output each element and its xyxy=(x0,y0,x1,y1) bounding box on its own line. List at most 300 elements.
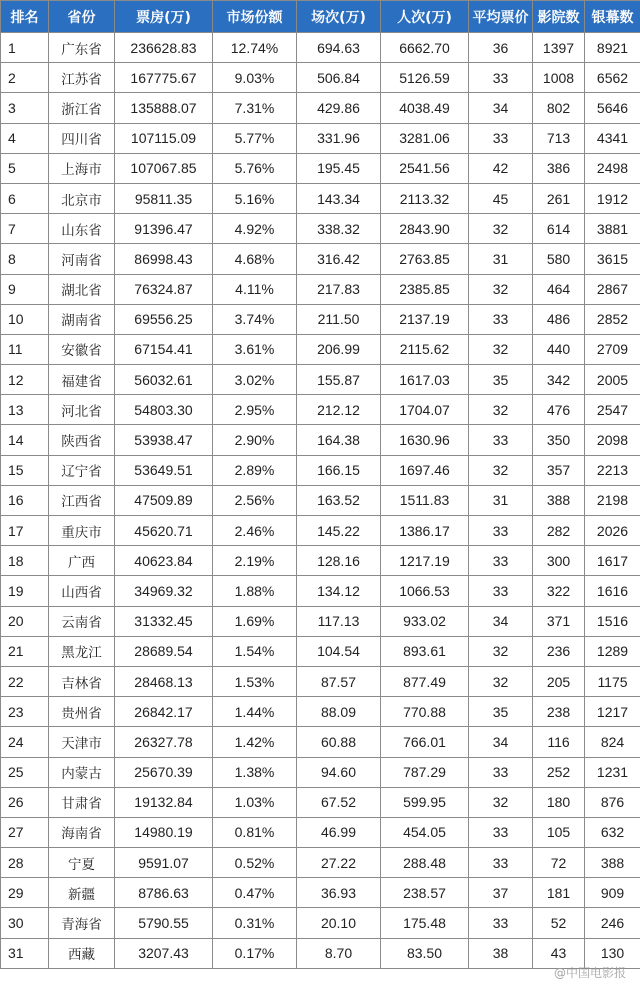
table-cell: 31 xyxy=(1,938,49,968)
table-cell: 2.89% xyxy=(213,455,297,485)
table-cell: 632 xyxy=(585,817,640,847)
table-cell: 694.63 xyxy=(297,33,381,63)
table-cell: 175.48 xyxy=(381,908,469,938)
table-cell: 40623.84 xyxy=(115,546,213,576)
table-cell: 180 xyxy=(533,787,585,817)
table-cell: 0.52% xyxy=(213,848,297,878)
table-cell: 1217 xyxy=(585,697,640,727)
table-cell: 388 xyxy=(585,848,640,878)
table-cell: 26842.17 xyxy=(115,697,213,727)
table-row xyxy=(1,183,640,213)
table-cell: 2213 xyxy=(585,455,640,485)
table-cell: 内蒙古 xyxy=(49,757,115,787)
table-cell: 31332.45 xyxy=(115,606,213,636)
table-cell: 6562 xyxy=(585,63,640,93)
table-cell: 164.38 xyxy=(297,425,381,455)
table-cell: 1217.19 xyxy=(381,546,469,576)
table-cell: 1386.17 xyxy=(381,516,469,546)
table-cell: 1630.96 xyxy=(381,425,469,455)
table-row xyxy=(1,365,640,395)
table-cell: 91396.47 xyxy=(115,214,213,244)
table-cell: 黑龙江 xyxy=(49,636,115,666)
table-cell: 28 xyxy=(1,848,49,878)
table-cell: 1.69% xyxy=(213,606,297,636)
table-cell: 2098 xyxy=(585,425,640,455)
table-row xyxy=(1,93,640,123)
table-cell: 76324.87 xyxy=(115,274,213,304)
table-cell: 69556.25 xyxy=(115,304,213,334)
table-cell: 32 xyxy=(469,274,533,304)
table-cell: 2709 xyxy=(585,334,640,364)
table-cell: 599.95 xyxy=(381,787,469,817)
table-cell: 33 xyxy=(469,304,533,334)
table-cell: 486 xyxy=(533,304,585,334)
table-cell: 5.77% xyxy=(213,123,297,153)
table-cell: 27.22 xyxy=(297,848,381,878)
column-header: 影院数 xyxy=(533,1,585,33)
table-cell: 33 xyxy=(469,63,533,93)
table-cell: 31 xyxy=(469,244,533,274)
header-row xyxy=(1,1,640,33)
table-cell: 166.15 xyxy=(297,455,381,485)
table-cell: 2867 xyxy=(585,274,640,304)
table-cell: 28689.54 xyxy=(115,636,213,666)
table-cell: 72 xyxy=(533,848,585,878)
table-cell: 西藏 xyxy=(49,938,115,968)
table-row xyxy=(1,153,640,183)
table-cell: 476 xyxy=(533,395,585,425)
table-row xyxy=(1,485,640,515)
table-row xyxy=(1,576,640,606)
table-row xyxy=(1,908,640,938)
table-cell: 33 xyxy=(469,123,533,153)
table-cell: 北京市 xyxy=(49,183,115,213)
table-cell: 211.50 xyxy=(297,304,381,334)
table-row xyxy=(1,395,640,425)
table-cell: 33 xyxy=(469,516,533,546)
table-cell: 322 xyxy=(533,576,585,606)
table-cell: 45 xyxy=(469,183,533,213)
table-cell: 1516 xyxy=(585,606,640,636)
table-cell: 33 xyxy=(469,908,533,938)
table-cell: 21 xyxy=(1,636,49,666)
table-cell: 95811.35 xyxy=(115,183,213,213)
table-cell: 32 xyxy=(469,214,533,244)
table-cell: 新疆 xyxy=(49,878,115,908)
column-header: 票房(万) xyxy=(115,1,213,33)
table-cell: 19 xyxy=(1,576,49,606)
table-cell: 2.19% xyxy=(213,546,297,576)
table-cell: 713 xyxy=(533,123,585,153)
table-cell: 25 xyxy=(1,757,49,787)
table-cell: 38 xyxy=(469,938,533,968)
table-cell: 安徽省 xyxy=(49,334,115,364)
table-cell: 16 xyxy=(1,485,49,515)
table-cell: 1.03% xyxy=(213,787,297,817)
table-cell: 454.05 xyxy=(381,817,469,847)
table-cell: 10 xyxy=(1,304,49,334)
table-cell: 云南省 xyxy=(49,606,115,636)
table-cell: 2115.62 xyxy=(381,334,469,364)
table-cell: 8.70 xyxy=(297,938,381,968)
table-cell: 上海市 xyxy=(49,153,115,183)
table-cell: 2852 xyxy=(585,304,640,334)
table-cell: 117.13 xyxy=(297,606,381,636)
table-cell: 23 xyxy=(1,697,49,727)
table-row xyxy=(1,334,640,364)
table-cell: 35 xyxy=(469,697,533,727)
table-cell: 1511.83 xyxy=(381,485,469,515)
table-cell: 1.53% xyxy=(213,666,297,696)
table-cell: 45620.71 xyxy=(115,516,213,546)
table-cell: 46.99 xyxy=(297,817,381,847)
table-cell: 1289 xyxy=(585,636,640,666)
table-cell: 河南省 xyxy=(49,244,115,274)
column-header: 平均票价 xyxy=(469,1,533,33)
table-cell: 12 xyxy=(1,365,49,395)
table-cell: 四川省 xyxy=(49,123,115,153)
table-cell: 4341 xyxy=(585,123,640,153)
table-cell: 4.11% xyxy=(213,274,297,304)
table-row xyxy=(1,787,640,817)
table-cell: 0.17% xyxy=(213,938,297,968)
table-cell: 35 xyxy=(469,365,533,395)
table-cell: 87.57 xyxy=(297,666,381,696)
table-cell: 338.32 xyxy=(297,214,381,244)
table-cell: 238.57 xyxy=(381,878,469,908)
table-cell: 1.54% xyxy=(213,636,297,666)
table-cell: 2763.85 xyxy=(381,244,469,274)
table-cell: 350 xyxy=(533,425,585,455)
table-cell: 14980.19 xyxy=(115,817,213,847)
table-cell: 山西省 xyxy=(49,576,115,606)
table-row xyxy=(1,516,640,546)
table-row xyxy=(1,274,640,304)
table-cell: 15 xyxy=(1,455,49,485)
table-row xyxy=(1,636,640,666)
table-cell: 1.42% xyxy=(213,727,297,757)
table-cell: 2026 xyxy=(585,516,640,546)
table-row xyxy=(1,63,640,93)
table-cell: 300 xyxy=(533,546,585,576)
table-cell: 8786.63 xyxy=(115,878,213,908)
table-cell: 1.44% xyxy=(213,697,297,727)
table-cell: 107067.85 xyxy=(115,153,213,183)
table-body xyxy=(1,33,640,969)
table-cell: 31 xyxy=(469,485,533,515)
table-row xyxy=(1,33,640,63)
table-cell: 6662.70 xyxy=(381,33,469,63)
table-cell: 261 xyxy=(533,183,585,213)
table-row xyxy=(1,455,640,485)
table-cell: 1 xyxy=(1,33,49,63)
table-cell: 388 xyxy=(533,485,585,515)
table-cell: 浙江省 xyxy=(49,93,115,123)
table-cell: 2.56% xyxy=(213,485,297,515)
table-cell: 3.02% xyxy=(213,365,297,395)
table-cell: 195.45 xyxy=(297,153,381,183)
table-cell: 282 xyxy=(533,516,585,546)
table-cell: 236628.83 xyxy=(115,33,213,63)
table-cell: 8 xyxy=(1,244,49,274)
table-cell: 1231 xyxy=(585,757,640,787)
table-cell: 53938.47 xyxy=(115,425,213,455)
table-cell: 0.81% xyxy=(213,817,297,847)
table-cell: 252 xyxy=(533,757,585,787)
table-cell: 316.42 xyxy=(297,244,381,274)
table-cell: 4.92% xyxy=(213,214,297,244)
table-cell: 1175 xyxy=(585,666,640,696)
table-cell: 2113.32 xyxy=(381,183,469,213)
table-cell: 580 xyxy=(533,244,585,274)
table-row xyxy=(1,546,640,576)
table-cell: 14 xyxy=(1,425,49,455)
table-cell: 2.95% xyxy=(213,395,297,425)
table-cell: 宁夏 xyxy=(49,848,115,878)
table-row xyxy=(1,666,640,696)
table-cell: 167775.67 xyxy=(115,63,213,93)
watermark: @中国电影报 xyxy=(553,966,626,980)
table-row xyxy=(1,304,640,334)
table-cell: 909 xyxy=(585,878,640,908)
table-cell: 33 xyxy=(469,425,533,455)
table-cell: 205 xyxy=(533,666,585,696)
table-cell: 116 xyxy=(533,727,585,757)
table-row xyxy=(1,697,640,727)
table-cell: 212.12 xyxy=(297,395,381,425)
table-cell: 29 xyxy=(1,878,49,908)
table-header xyxy=(1,1,640,33)
table-cell: 128.16 xyxy=(297,546,381,576)
column-header: 银幕数 xyxy=(585,1,640,33)
table-cell: 802 xyxy=(533,93,585,123)
table-cell: 440 xyxy=(533,334,585,364)
table-cell: 246 xyxy=(585,908,640,938)
table-cell: 1617 xyxy=(585,546,640,576)
table-cell: 3281.06 xyxy=(381,123,469,153)
table-cell: 3881 xyxy=(585,214,640,244)
table-cell: 34969.32 xyxy=(115,576,213,606)
table-cell: 12.74% xyxy=(213,33,297,63)
table-cell: 94.60 xyxy=(297,757,381,787)
table-cell: 143.34 xyxy=(297,183,381,213)
table-cell: 1397 xyxy=(533,33,585,63)
table-cell: 19132.84 xyxy=(115,787,213,817)
table-cell: 7 xyxy=(1,214,49,244)
table-cell: 25670.39 xyxy=(115,757,213,787)
table-cell: 6 xyxy=(1,183,49,213)
table-cell: 28468.13 xyxy=(115,666,213,696)
table-cell: 2547 xyxy=(585,395,640,425)
table-cell: 464 xyxy=(533,274,585,304)
table-cell: 47509.89 xyxy=(115,485,213,515)
table-cell: 9591.07 xyxy=(115,848,213,878)
table-cell: 5790.55 xyxy=(115,908,213,938)
table-cell: 1008 xyxy=(533,63,585,93)
table-cell: 20 xyxy=(1,606,49,636)
table-cell: 893.61 xyxy=(381,636,469,666)
table-cell: 877.49 xyxy=(381,666,469,696)
column-header: 人次(万) xyxy=(381,1,469,33)
table-cell: 5646 xyxy=(585,93,640,123)
table-cell: 5 xyxy=(1,153,49,183)
table-cell: 181 xyxy=(533,878,585,908)
table-cell: 56032.61 xyxy=(115,365,213,395)
table-cell: 24 xyxy=(1,727,49,757)
table-cell: 湖北省 xyxy=(49,274,115,304)
table-cell: 5.16% xyxy=(213,183,297,213)
table-cell: 4038.49 xyxy=(381,93,469,123)
table-row xyxy=(1,848,640,878)
table-cell: 18 xyxy=(1,546,49,576)
table-cell: 135888.07 xyxy=(115,93,213,123)
table-cell: 4 xyxy=(1,123,49,153)
table-cell: 2.90% xyxy=(213,425,297,455)
table-cell: 824 xyxy=(585,727,640,757)
table-cell: 506.84 xyxy=(297,63,381,93)
table-cell: 53649.51 xyxy=(115,455,213,485)
table-cell: 3207.43 xyxy=(115,938,213,968)
table-cell: 0.31% xyxy=(213,908,297,938)
column-header: 排名 xyxy=(1,1,49,33)
table-cell: 331.96 xyxy=(297,123,381,153)
table-cell: 9.03% xyxy=(213,63,297,93)
table-row xyxy=(1,757,640,787)
table-cell: 766.01 xyxy=(381,727,469,757)
table-cell: 32 xyxy=(469,666,533,696)
table-cell: 155.87 xyxy=(297,365,381,395)
table-cell: 广西 xyxy=(49,546,115,576)
table-cell: 86998.43 xyxy=(115,244,213,274)
table-cell: 吉林省 xyxy=(49,666,115,696)
table-cell: 5.76% xyxy=(213,153,297,183)
table-cell: 广东省 xyxy=(49,33,115,63)
table-cell: 83.50 xyxy=(381,938,469,968)
table-cell: 236 xyxy=(533,636,585,666)
table-cell: 130 xyxy=(585,938,640,968)
table-cell: 1704.07 xyxy=(381,395,469,425)
table-cell: 20.10 xyxy=(297,908,381,938)
column-header: 市场份额 xyxy=(213,1,297,33)
table-cell: 163.52 xyxy=(297,485,381,515)
table-cell: 787.29 xyxy=(381,757,469,787)
table-cell: 770.88 xyxy=(381,697,469,727)
table-cell: 32 xyxy=(469,455,533,485)
table-cell: 1.38% xyxy=(213,757,297,787)
table-cell: 3615 xyxy=(585,244,640,274)
table-cell: 7.31% xyxy=(213,93,297,123)
table-cell: 33 xyxy=(469,576,533,606)
table-cell: 88.09 xyxy=(297,697,381,727)
table-cell: 天津市 xyxy=(49,727,115,757)
table-cell: 342 xyxy=(533,365,585,395)
table-cell: 36 xyxy=(469,33,533,63)
table-row xyxy=(1,123,640,153)
table-cell: 104.54 xyxy=(297,636,381,666)
table-cell: 2498 xyxy=(585,153,640,183)
table-cell: 2385.85 xyxy=(381,274,469,304)
table-row xyxy=(1,727,640,757)
table-cell: 3.61% xyxy=(213,334,297,364)
table-cell: 1616 xyxy=(585,576,640,606)
table-cell: 26 xyxy=(1,787,49,817)
table-cell: 37 xyxy=(469,878,533,908)
table-cell: 2198 xyxy=(585,485,640,515)
table-cell: 1617.03 xyxy=(381,365,469,395)
table-cell: 江西省 xyxy=(49,485,115,515)
table-cell: 2 xyxy=(1,63,49,93)
table-cell: 22 xyxy=(1,666,49,696)
table-cell: 54803.30 xyxy=(115,395,213,425)
table-cell: 429.86 xyxy=(297,93,381,123)
table-cell: 386 xyxy=(533,153,585,183)
table-cell: 67.52 xyxy=(297,787,381,817)
table-cell: 933.02 xyxy=(381,606,469,636)
table-cell: 357 xyxy=(533,455,585,485)
table-row xyxy=(1,817,640,847)
table-cell: 52 xyxy=(533,908,585,938)
table-row xyxy=(1,244,640,274)
table-cell: 107115.09 xyxy=(115,123,213,153)
table-cell: 33 xyxy=(469,817,533,847)
table-cell: 134.12 xyxy=(297,576,381,606)
table-cell: 甘肃省 xyxy=(49,787,115,817)
table-cell: 217.83 xyxy=(297,274,381,304)
table-cell: 陕西省 xyxy=(49,425,115,455)
table-cell: 辽宁省 xyxy=(49,455,115,485)
table-cell: 2137.19 xyxy=(381,304,469,334)
table-cell: 江苏省 xyxy=(49,63,115,93)
table-row xyxy=(1,878,640,908)
table-cell: 海南省 xyxy=(49,817,115,847)
table-cell: 26327.78 xyxy=(115,727,213,757)
table-cell: 34 xyxy=(469,606,533,636)
table-cell: 17 xyxy=(1,516,49,546)
table-cell: 重庆市 xyxy=(49,516,115,546)
table-cell: 33 xyxy=(469,848,533,878)
table-cell: 32 xyxy=(469,334,533,364)
table-cell: 4.68% xyxy=(213,244,297,274)
table-cell: 105 xyxy=(533,817,585,847)
table-cell: 371 xyxy=(533,606,585,636)
table-cell: 32 xyxy=(469,395,533,425)
table-cell: 9 xyxy=(1,274,49,304)
table-row xyxy=(1,938,640,968)
table-cell: 1697.46 xyxy=(381,455,469,485)
table-cell: 614 xyxy=(533,214,585,244)
table-cell: 32 xyxy=(469,636,533,666)
table-cell: 36.93 xyxy=(297,878,381,908)
table-row xyxy=(1,425,640,455)
table-cell: 30 xyxy=(1,908,49,938)
table-cell: 2541.56 xyxy=(381,153,469,183)
table-cell: 河北省 xyxy=(49,395,115,425)
table-cell: 11 xyxy=(1,334,49,364)
table-cell: 1066.53 xyxy=(381,576,469,606)
table-cell: 42 xyxy=(469,153,533,183)
table-cell: 2005 xyxy=(585,365,640,395)
table-cell: 0.47% xyxy=(213,878,297,908)
table-cell: 145.22 xyxy=(297,516,381,546)
table-row xyxy=(1,214,640,244)
table-cell: 2843.90 xyxy=(381,214,469,244)
table-cell: 1912 xyxy=(585,183,640,213)
table-cell: 34 xyxy=(469,727,533,757)
table-cell: 福建省 xyxy=(49,365,115,395)
table-cell: 43 xyxy=(533,938,585,968)
table-cell: 1.88% xyxy=(213,576,297,606)
table-cell: 3.74% xyxy=(213,304,297,334)
